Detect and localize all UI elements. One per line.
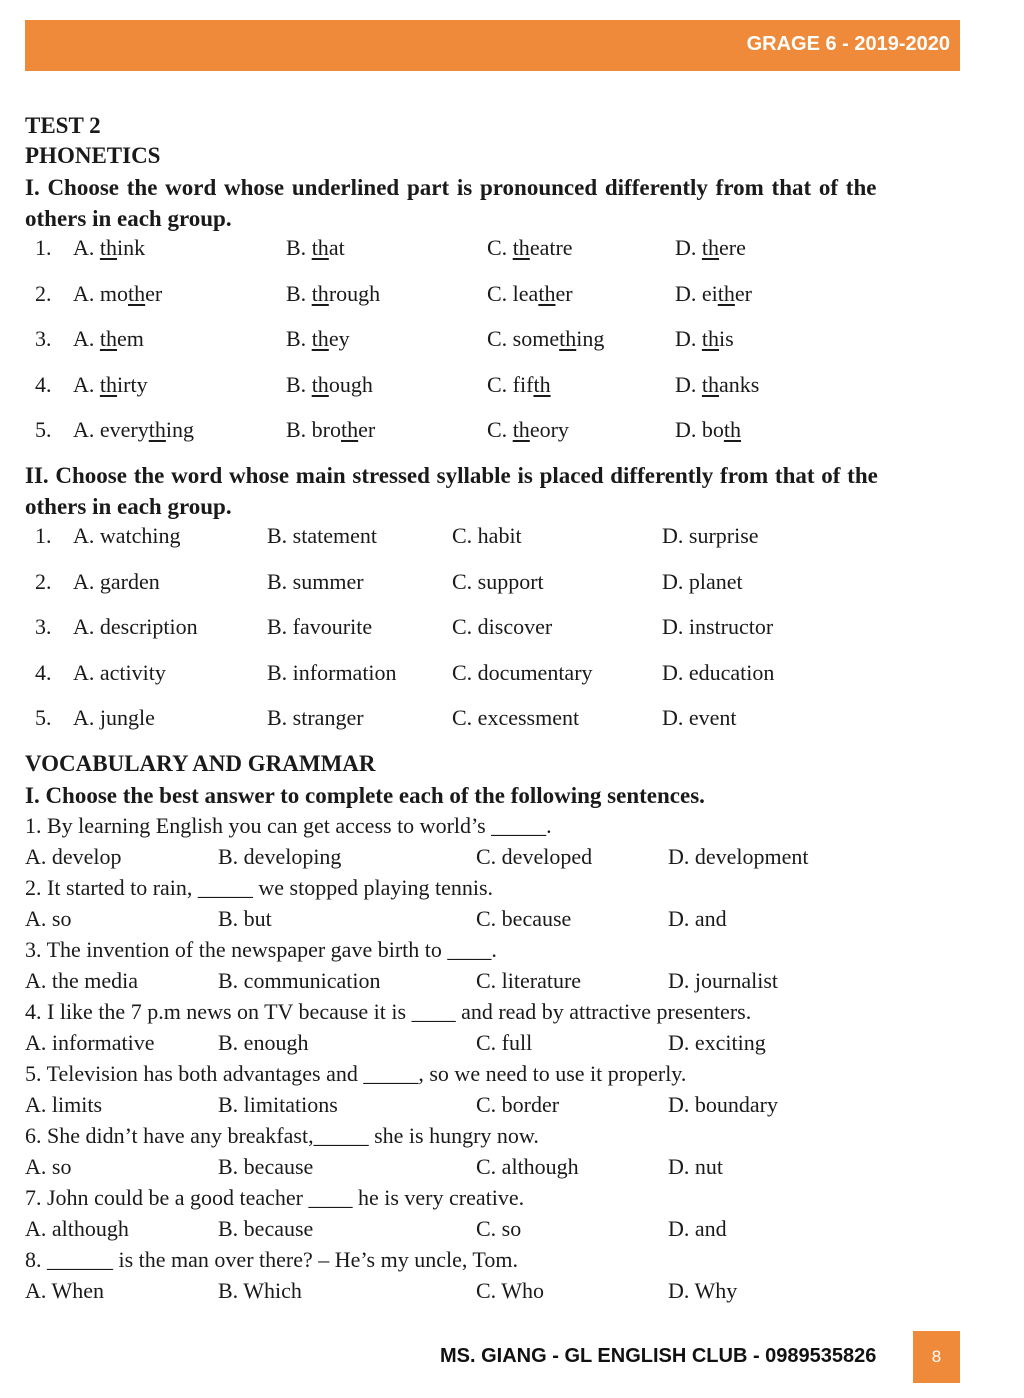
phonetics-part1-instruction-line2: others in each group. bbox=[25, 206, 232, 231]
option-b: B. statement bbox=[267, 523, 377, 548]
answer-c: C. although bbox=[476, 1153, 579, 1179]
underlined-part: th bbox=[512, 417, 530, 442]
question-number: 3. bbox=[35, 326, 52, 351]
option-c: C. documentary bbox=[452, 659, 593, 685]
underlined-part: th bbox=[99, 326, 118, 351]
option-b: B. summer bbox=[267, 568, 364, 594]
option-text-part: irty bbox=[117, 371, 148, 397]
question-number: 5. bbox=[35, 705, 52, 730]
option-a bbox=[73, 417, 194, 443]
phonetics-part1-instruction-line1: I. Choose the word whose underlined part is pronounced differently from that of the bbox=[25, 175, 877, 200]
vocab-heading: VOCABULARY AND GRAMMAR bbox=[25, 751, 376, 776]
underlined-part: th bbox=[538, 280, 556, 306]
option-text-part: eatre bbox=[529, 235, 573, 260]
question-number: 5. bbox=[35, 417, 52, 442]
option-text-part: A. mo bbox=[73, 280, 128, 306]
option-b bbox=[286, 235, 345, 261]
answer-a: A. the media bbox=[25, 967, 139, 993]
option-text-part: ey bbox=[328, 326, 350, 351]
option-text-part: er bbox=[555, 280, 573, 306]
test-title: TEST 2 bbox=[25, 113, 101, 138]
underlined-part: th bbox=[311, 235, 329, 260]
phonetics-part2-instruction-line2: others in each group. bbox=[25, 494, 232, 519]
question-text: 8. ______ is the man over there? – He’s my uncle, Tom. bbox=[25, 1247, 518, 1272]
option-text-part: C. bbox=[487, 235, 513, 260]
option-text-part: rough bbox=[328, 280, 381, 306]
answer-a: A. although bbox=[25, 1215, 129, 1241]
option-text-part: D. bo bbox=[675, 417, 724, 442]
underlined-part: th bbox=[99, 235, 118, 260]
answer-d: D. and bbox=[668, 905, 727, 931]
underlined-part: th bbox=[717, 280, 735, 306]
option-a bbox=[73, 372, 148, 398]
option-text-part: ough bbox=[328, 371, 373, 397]
question-number: 1. bbox=[35, 523, 52, 548]
answer-d: D. boundary bbox=[668, 1091, 778, 1117]
option-text-part: C. fif bbox=[487, 371, 534, 397]
answer-b: B. because bbox=[218, 1153, 314, 1179]
answer-a: A. so bbox=[25, 1153, 72, 1179]
underlined-part: th bbox=[559, 326, 577, 351]
option-a bbox=[73, 326, 144, 352]
option-a: A. watching bbox=[73, 523, 181, 548]
underlined-part: th bbox=[723, 417, 742, 442]
option-a bbox=[73, 235, 145, 261]
page-number: 8 bbox=[913, 1331, 960, 1383]
answer-b: B. communication bbox=[218, 967, 381, 993]
underlined-part: th bbox=[311, 371, 329, 397]
answer-d: D. nut bbox=[668, 1153, 723, 1179]
option-text-part: C. lea bbox=[487, 280, 539, 306]
answer-a: A. so bbox=[25, 905, 72, 931]
question-text: 4. I like the 7 p.m news on TV because it is ____ and read by attractive presenters. bbox=[25, 999, 752, 1024]
underlined-part: th bbox=[99, 371, 118, 397]
option-d bbox=[675, 417, 741, 443]
option-text-part: at bbox=[328, 235, 345, 260]
answer-c: C. full bbox=[476, 1029, 533, 1055]
footer-text: MS. GIANG - GL ENGLISH CLUB - 0989535826 bbox=[440, 1345, 877, 1367]
option-b bbox=[286, 281, 380, 307]
option-b bbox=[286, 326, 350, 352]
question-number: 2. bbox=[35, 280, 52, 306]
option-c bbox=[487, 235, 573, 261]
option-d bbox=[675, 235, 746, 261]
option-text-part: eory bbox=[529, 417, 569, 442]
answer-b: B. because bbox=[218, 1215, 314, 1241]
option-d: D. instructor bbox=[662, 614, 774, 639]
header-title: GRAGE 6 - 2019-2020 bbox=[746, 33, 950, 55]
option-text-part: is bbox=[719, 326, 734, 351]
option-c: C. support bbox=[452, 568, 544, 594]
answer-b: B. enough bbox=[218, 1029, 309, 1055]
question-text: 6. She didn’t have any breakfast,_____ she is hungry now. bbox=[25, 1123, 539, 1148]
option-c bbox=[487, 372, 551, 398]
option-text-part: A. bbox=[73, 326, 100, 351]
option-text-part: em bbox=[117, 326, 144, 351]
option-text-part: ing bbox=[165, 417, 194, 442]
option-b: B. information bbox=[267, 659, 397, 685]
option-b: B. favourite bbox=[267, 614, 373, 639]
option-text-part: D. bbox=[675, 326, 702, 351]
option-c bbox=[487, 281, 573, 307]
underlined-part: th bbox=[533, 371, 551, 397]
underlined-part: th bbox=[311, 326, 329, 351]
option-a bbox=[73, 281, 162, 307]
underlined-part: th bbox=[311, 280, 329, 306]
option-text-part: ere bbox=[719, 235, 746, 260]
option-d bbox=[675, 281, 752, 307]
answer-b: B. but bbox=[218, 905, 272, 931]
option-b bbox=[286, 417, 375, 443]
option-d bbox=[675, 372, 759, 398]
option-text-part: B. bro bbox=[286, 417, 341, 442]
option-text-part: C. bbox=[487, 417, 513, 442]
answer-a: A. informative bbox=[25, 1029, 155, 1055]
option-a: A. activity bbox=[73, 659, 166, 685]
option-d: D. education bbox=[662, 659, 775, 685]
answer-b: B. developing bbox=[218, 843, 342, 869]
option-d bbox=[675, 326, 734, 352]
option-text-part: D. bbox=[675, 371, 702, 397]
question-text: 2. It started to rain, _____ we stopped playing tennis. bbox=[25, 875, 494, 900]
answer-d: D. and bbox=[668, 1215, 727, 1241]
option-text-part: er bbox=[734, 280, 752, 306]
answer-a: A. develop bbox=[25, 843, 122, 869]
option-c: C. habit bbox=[452, 523, 522, 548]
option-text-part: A. every bbox=[73, 417, 149, 442]
answer-d: D. development bbox=[668, 843, 809, 869]
answer-c: C. developed bbox=[476, 843, 593, 869]
option-text-part: D. bbox=[675, 235, 702, 260]
question-text: 1. By learning English you can get access to world’s _____. bbox=[25, 813, 552, 838]
question-number: 1. bbox=[35, 235, 52, 260]
answer-b: B. limitations bbox=[218, 1091, 338, 1117]
phonetics-part2-instruction-line1: II. Choose the word whose main stressed syllable is placed differently from that of the bbox=[25, 463, 878, 488]
answer-a: A. When bbox=[25, 1277, 105, 1303]
option-text-part: B. bbox=[286, 326, 312, 351]
question-number: 4. bbox=[35, 371, 52, 397]
underlined-part: th bbox=[701, 235, 720, 260]
question-number: 2. bbox=[35, 568, 52, 594]
option-b: B. stranger bbox=[267, 705, 364, 730]
answer-b: B. Which bbox=[218, 1277, 302, 1303]
option-c bbox=[487, 326, 604, 352]
header-bar bbox=[25, 20, 960, 71]
option-d: D. planet bbox=[662, 568, 743, 594]
underlined-part: th bbox=[128, 280, 146, 306]
question-text: 5. Television has both advantages and _____, so we need to use it properly. bbox=[25, 1061, 687, 1086]
option-text-part: ink bbox=[117, 235, 146, 260]
question-text: 7. John could be a good teacher ____ he is very creative. bbox=[25, 1185, 525, 1210]
answer-c: C. literature bbox=[476, 967, 582, 993]
option-a: A. jungle bbox=[73, 705, 155, 730]
option-text-part: er bbox=[145, 280, 163, 306]
option-a: A. description bbox=[73, 614, 198, 639]
answer-d: D. journalist bbox=[668, 967, 778, 993]
option-c bbox=[487, 417, 569, 443]
option-text-part: B. bbox=[286, 371, 312, 397]
answer-c: C. because bbox=[476, 905, 572, 931]
question-number: 4. bbox=[35, 659, 52, 685]
option-text-part: D. ei bbox=[675, 280, 718, 306]
option-b bbox=[286, 372, 373, 398]
answer-c: C. Who bbox=[476, 1277, 545, 1303]
underlined-part: th bbox=[701, 326, 720, 351]
underlined-part: th bbox=[701, 371, 720, 397]
answer-a: A. limits bbox=[25, 1091, 103, 1117]
option-text-part: A. bbox=[73, 235, 100, 260]
option-a: A. garden bbox=[73, 568, 160, 594]
phonetics-heading: PHONETICS bbox=[25, 143, 161, 168]
option-text-part: B. bbox=[286, 235, 312, 260]
question-number: 3. bbox=[35, 614, 52, 639]
option-d: D. surprise bbox=[662, 523, 759, 548]
option-text-part: ing bbox=[576, 326, 605, 351]
option-text-part: C. some bbox=[487, 326, 560, 351]
answer-c: C. border bbox=[476, 1091, 560, 1117]
underlined-part: th bbox=[341, 417, 359, 442]
option-c: C. excessment bbox=[452, 705, 580, 730]
option-text-part: B. bbox=[286, 280, 312, 306]
vocab-instruction: I. Choose the best answer to complete each of the following sentences. bbox=[25, 783, 705, 808]
answer-c: C. so bbox=[476, 1215, 522, 1241]
option-text-part: A. bbox=[73, 371, 100, 397]
option-c: C. discover bbox=[452, 614, 553, 639]
question-text: 3. The invention of the newspaper gave birth to ____. bbox=[25, 937, 497, 962]
option-d: D. event bbox=[662, 705, 737, 730]
underlined-part: th bbox=[148, 417, 166, 442]
option-text-part: anks bbox=[719, 371, 760, 397]
option-text-part: er bbox=[358, 417, 376, 442]
underlined-part: th bbox=[512, 235, 530, 260]
answer-d: D. exciting bbox=[668, 1029, 766, 1055]
answer-d: D. Why bbox=[668, 1277, 738, 1303]
